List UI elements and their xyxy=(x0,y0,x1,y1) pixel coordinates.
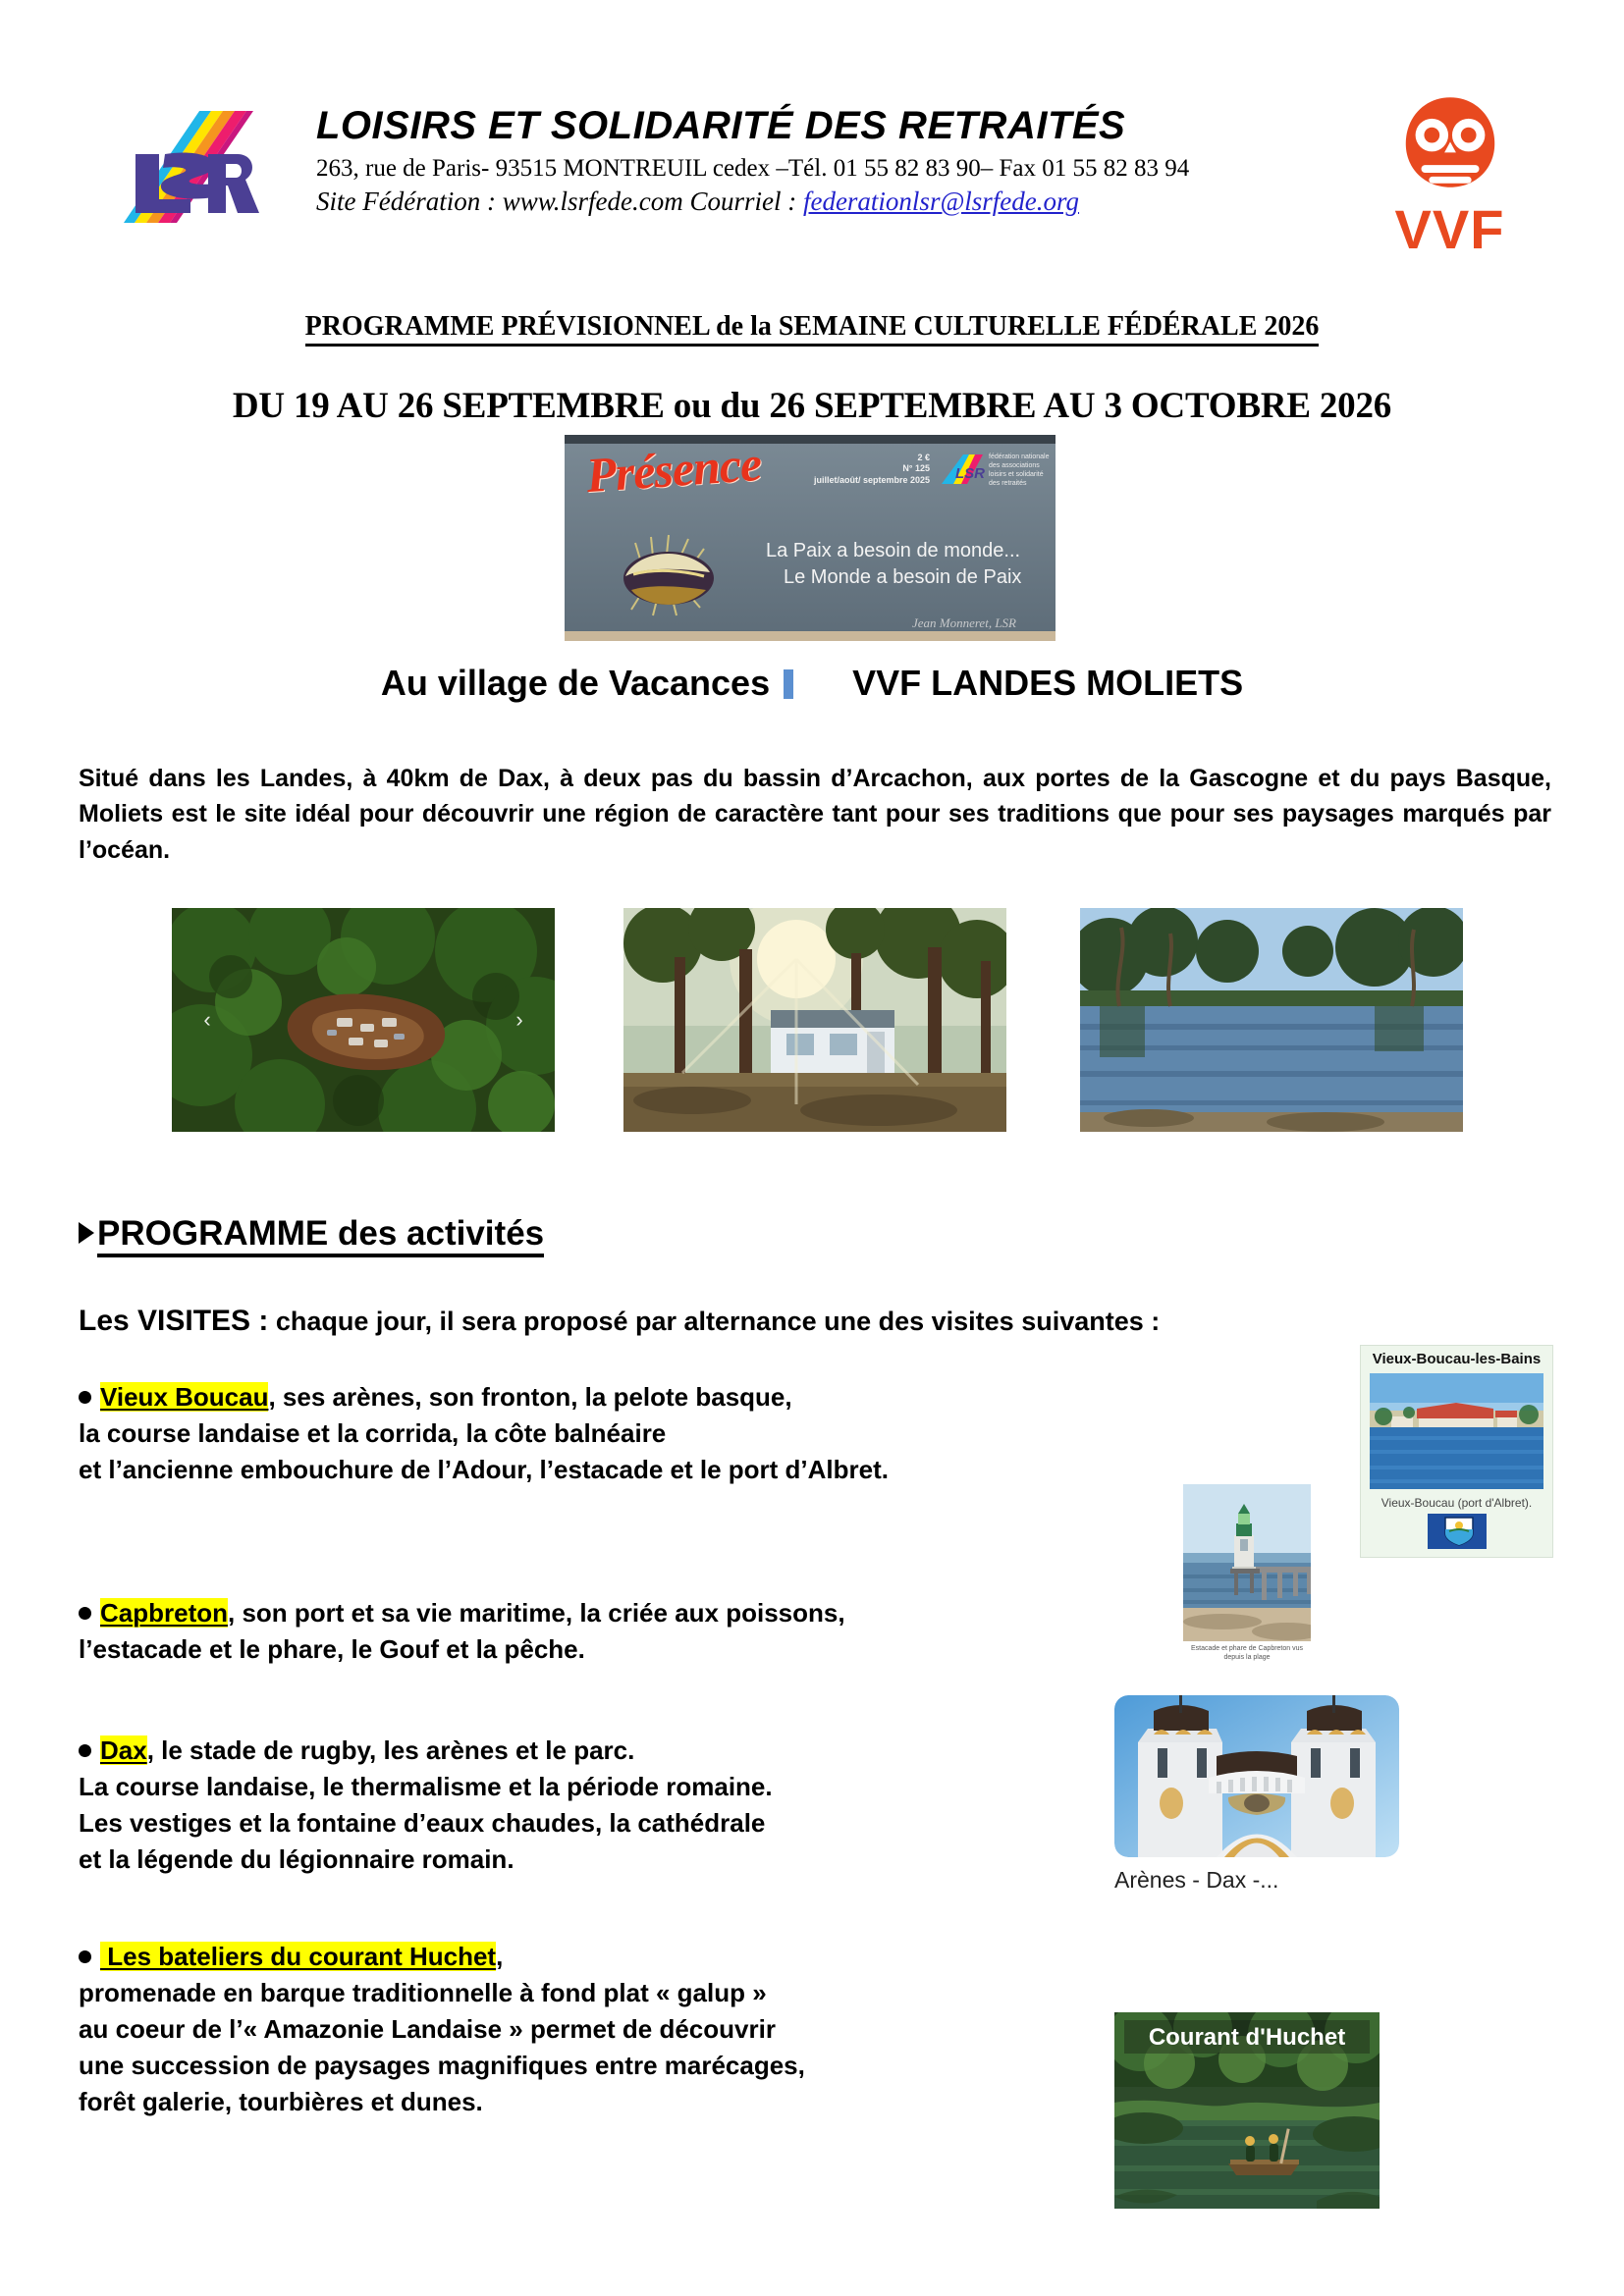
visit-item-vieux-boucau xyxy=(79,1379,1080,1488)
card-vieux-boucau-caption: Vieux-Boucau (port d'Albret). xyxy=(1380,1496,1533,1510)
presence-issue-info xyxy=(814,453,930,486)
date-range-title: DU 19 AU 26 SEPTEMBRE ou du 26 SEPTEMBRE AU 3 OCTOBRE 2026 xyxy=(232,386,1392,426)
presence-magazine-cover xyxy=(565,435,1056,641)
village-name: VVF LANDES MOLIETS xyxy=(852,663,1244,703)
visit-line xyxy=(79,1939,1080,1975)
presence-slogan-line2: Le Monde a besoin de Paix xyxy=(784,566,1022,588)
gallery-photo-lake[interactable] xyxy=(1080,908,1463,1132)
presence-number: N° 125 xyxy=(902,463,930,474)
visit-text: , son port et sa vie maritime, la criée aux poissons, xyxy=(228,1598,845,1628)
visites-intro-text: chaque jour, il sera proposé par alternance une des visites suivantes : xyxy=(275,1307,1161,1336)
card-vieux-boucau[interactable] xyxy=(1360,1345,1553,1558)
card-vieux-boucau-photo xyxy=(1370,1373,1543,1489)
visites-intro xyxy=(79,1301,1365,1343)
vvf-logo xyxy=(1364,91,1536,260)
photo-gallery xyxy=(172,908,1458,1148)
gallery-next-arrow[interactable]: › xyxy=(515,1007,523,1032)
visit-item-huchet xyxy=(79,1939,1080,2120)
visites-label: Les VISITES : xyxy=(79,1305,269,1337)
gallery-photo-aerial[interactable] xyxy=(172,908,555,1132)
organisation-site-line xyxy=(316,186,1308,219)
organisation-address: 263, rue de Paris- 93515 MONTREUIL cedex –Tél. 01 55 82 83 90– Fax 01 55 82 83 94 xyxy=(316,155,1190,183)
card-huchet-photo xyxy=(1114,2012,1380,2209)
document-header xyxy=(0,54,1624,265)
visit-name: Vieux Boucau xyxy=(100,1382,269,1412)
card-lighthouse-photo xyxy=(1183,1484,1311,1641)
card-dax-photo xyxy=(1114,1695,1399,1857)
presence-slogan xyxy=(766,538,1021,591)
presence-lsr-text: LSR xyxy=(955,465,985,482)
site-description: Situé dans les Landes, à 40km de Dax, à deux pas du bassin d’Arcachon, aux portes de la Gascogne et du pays Basque, Moliets est le site idéal pour découvrir une région de caractère tant pour ses traditions que pour ses paysages marqués par l’océan. xyxy=(79,765,1551,864)
email-link[interactable]: federationlsr@lsrfede.org xyxy=(802,187,1080,217)
presence-federation-text: fédération nationale des associations loisirs et solidarité des retraités xyxy=(989,454,1050,488)
huchet-banner-text: Courant d'Huchet xyxy=(1148,2024,1346,2051)
visit-item-dax xyxy=(79,1733,1080,1878)
programme-activities-heading xyxy=(79,1214,544,1254)
bullet-icon xyxy=(79,1607,91,1620)
village-prefix: Au village de Vacances xyxy=(380,663,771,703)
visit-line: au coeur de l’« Amazonie Landaise » permet de découvrir xyxy=(79,2013,776,2044)
site-prefix-text: Site Fédération : www.lsrfede.com Courriel : xyxy=(316,187,803,217)
presence-globe-illustration xyxy=(612,529,728,619)
visit-text: , ses arènes, son fronton, la pelote basque, xyxy=(268,1382,792,1412)
programme-previsionnel-title xyxy=(0,311,1624,343)
visit-line: la course landaise et la corrida, la côte balnéaire xyxy=(79,1417,667,1448)
visit-line: La course landaise, le thermalisme et la période romaine. xyxy=(79,1771,773,1801)
card-vieux-boucau-title: Vieux-Boucau-les-Bains xyxy=(1372,1351,1542,1367)
visit-line: promenade en barque traditionnelle à fond plat « galup » xyxy=(79,1977,767,2007)
gallery-prev-arrow[interactable]: ‹ xyxy=(203,1007,211,1032)
visit-text: , xyxy=(496,1942,504,1971)
visit-name: Les bateliers du courant Huchet xyxy=(100,1942,497,1971)
village-heading xyxy=(0,663,1624,704)
presence-slogan-line1: La Paix a besoin de monde... xyxy=(766,540,1021,561)
visit-text: , le stade de rugby, les arènes et le parc. xyxy=(146,1735,635,1765)
triangle-bullet-icon xyxy=(79,1222,94,1244)
visit-line: l’estacade et le phare, le Gouf et la pêche. xyxy=(79,1633,585,1664)
programme-activities-text: PROGRAMME des activités xyxy=(97,1214,544,1257)
visit-name: Dax xyxy=(100,1735,147,1765)
vieux-boucau-crest-icon xyxy=(1428,1514,1487,1549)
programme-previsionnel-text: PROGRAMME PRÉVISIONNEL de la SEMAINE CULTURELLE FÉDÉRALE 2026 xyxy=(305,311,1320,347)
lsr-logo xyxy=(106,103,263,231)
visit-line: et l’ancienne embouchure de l’Adour, l’estacade et le port d’Albret. xyxy=(79,1454,889,1484)
presence-title: Présence xyxy=(584,435,763,504)
visit-line xyxy=(79,1595,1080,1631)
organisation-block xyxy=(316,105,1308,219)
visit-line xyxy=(79,1379,1080,1415)
card-capbreton-lighthouse[interactable] xyxy=(1183,1484,1311,1662)
card-lighthouse-caption: Estacade et phare de Capbreton vus depuis la plage xyxy=(1190,1645,1304,1662)
bullet-icon xyxy=(79,1391,91,1404)
organisation-name: LOISIRS ET SOLIDARITÉ DES RETRAITÉS xyxy=(316,104,1126,147)
village-separator-bar xyxy=(784,669,793,699)
visit-line: une succession de paysages magnifiques entre marécages, xyxy=(79,2050,805,2080)
vvf-label: VVF xyxy=(1394,198,1505,260)
presence-signature: Jean Monneret, LSR xyxy=(911,615,1016,630)
card-courant-huchet[interactable] xyxy=(1114,2012,1380,2209)
presence-period: juillet/août/ septembre 2025 xyxy=(813,474,930,485)
gallery-photo-chalets[interactable] xyxy=(623,908,1006,1132)
visit-name: Capbreton xyxy=(100,1598,228,1628)
visit-line: et la légende du légionnaire romain. xyxy=(79,1843,514,1874)
bullet-icon xyxy=(79,1744,91,1757)
presence-lsr-badge-icon xyxy=(934,453,985,486)
card-dax-caption: Arènes - Dax -... xyxy=(1114,1867,1279,1893)
card-dax-arenes[interactable] xyxy=(1114,1695,1399,1894)
visit-line: Les vestiges et la fontaine d’eaux chaudes, la cathédrale xyxy=(79,1807,766,1838)
visit-line: forêt galerie, tourbières et dunes. xyxy=(79,2086,483,2116)
bullet-icon xyxy=(79,1950,91,1963)
visit-line xyxy=(79,1733,1080,1769)
visit-item-capbreton xyxy=(79,1595,1080,1668)
presence-price: 2 € xyxy=(917,453,930,462)
